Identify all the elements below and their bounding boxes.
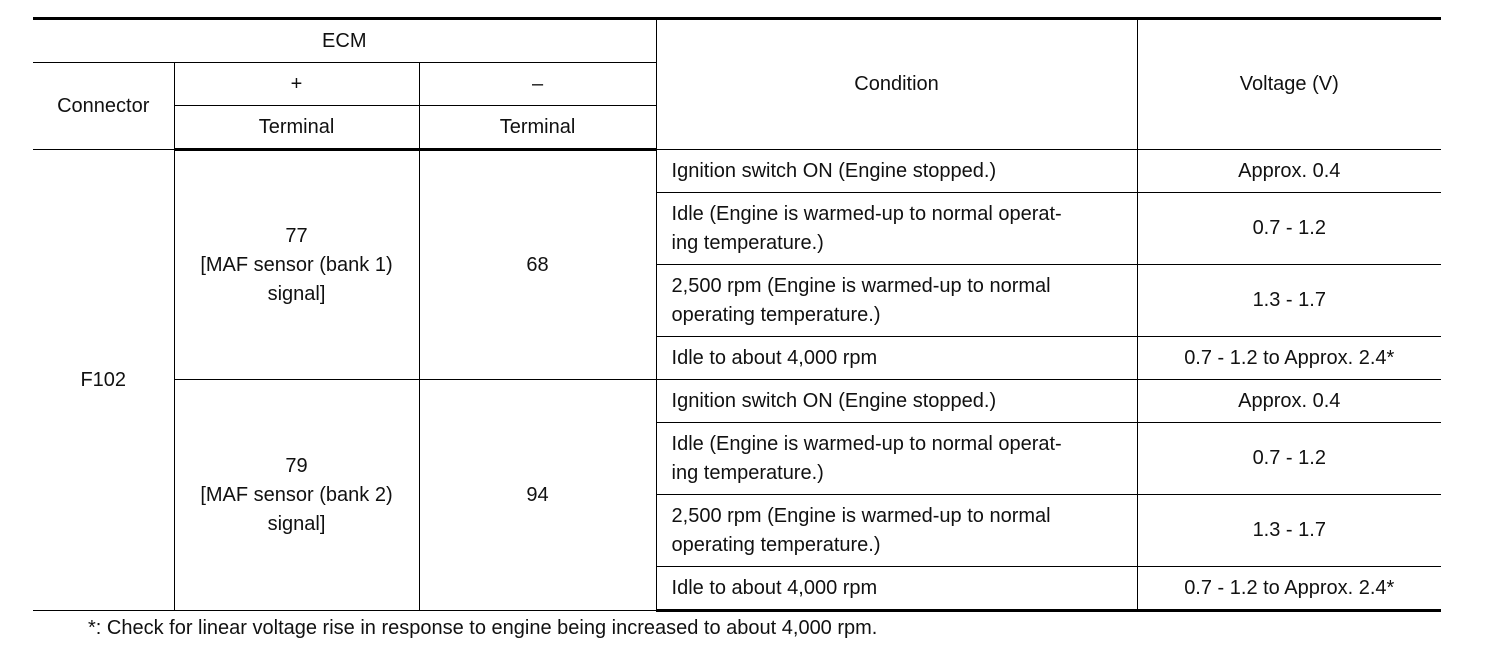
condition-cell xyxy=(656,495,1137,567)
plus-terminal-desc-line2: signal] xyxy=(267,512,326,535)
minus-terminal-header: Terminal xyxy=(419,106,656,150)
voltage-cell: 0.7 - 1.2 to Approx. 2.4* xyxy=(1137,337,1441,380)
condition-cell xyxy=(656,567,1137,611)
plus-terminal-desc-line2: signal] xyxy=(267,282,326,305)
minus-terminal-cell: 94 xyxy=(419,380,656,611)
plus-header: + xyxy=(174,63,419,106)
connector-cell: F102 xyxy=(33,150,174,611)
plus-terminal-number: 79 xyxy=(285,454,308,477)
condition-cell xyxy=(656,193,1137,265)
voltage-cell: 1.3 - 1.7 xyxy=(1137,495,1441,567)
condition-cell xyxy=(656,380,1137,423)
table-row xyxy=(33,150,1441,193)
plus-terminal-cell xyxy=(174,150,419,380)
voltage-header: Voltage (V) xyxy=(1137,19,1441,150)
voltage-cell: 0.7 - 1.2 to Approx. 2.4* xyxy=(1137,567,1441,611)
condition-text: Ignition switch ON (Engine stopped.) xyxy=(671,159,997,182)
connector-header: Connector xyxy=(33,63,174,150)
voltage-cell: Approx. 0.4 xyxy=(1137,380,1441,423)
condition-text: Ignition switch ON (Engine stopped.) xyxy=(671,389,997,412)
minus-terminal-cell: 68 xyxy=(419,150,656,380)
plus-terminal-header: Terminal xyxy=(174,106,419,150)
condition-text-continued: operating temperature.) xyxy=(671,533,881,556)
condition-cell xyxy=(656,423,1137,495)
plus-terminal-desc-line1: [MAF sensor (bank 1) xyxy=(200,253,393,276)
condition-text: Idle to about 4,000 rpm xyxy=(671,576,878,599)
voltage-cell: 1.3 - 1.7 xyxy=(1137,265,1441,337)
condition-cell xyxy=(656,265,1137,337)
condition-text: Idle to about 4,000 rpm xyxy=(671,346,878,369)
voltage-cell: 0.7 - 1.2 xyxy=(1137,423,1441,495)
condition-header: Condition xyxy=(656,19,1137,150)
condition-text-continued: ing temperature.) xyxy=(671,461,824,484)
ecm-header: ECM xyxy=(33,19,656,63)
voltage-cell: Approx. 0.4 xyxy=(1137,150,1441,193)
condition-text: 2,500 rpm (Engine is warmed-up to normal xyxy=(671,274,1051,297)
condition-cell xyxy=(656,150,1137,193)
table-row xyxy=(33,380,1441,423)
condition-cell xyxy=(656,337,1137,380)
plus-terminal-number: 77 xyxy=(285,224,308,247)
condition-text-continued: ing temperature.) xyxy=(671,231,824,254)
ecm-terminal-table xyxy=(33,17,1441,612)
footnote: *: Check for linear voltage rise in response to engine being increased to about 4,000 rpm. xyxy=(88,617,878,639)
condition-text: Idle (Engine is warmed-up to normal operat- xyxy=(671,432,1062,455)
condition-text: Idle (Engine is warmed-up to normal operat- xyxy=(671,202,1062,225)
plus-terminal-cell xyxy=(174,380,419,611)
ecm-terminal-table-container xyxy=(33,17,1441,612)
condition-text-continued: operating temperature.) xyxy=(671,303,881,326)
condition-text: 2,500 rpm (Engine is warmed-up to normal xyxy=(671,504,1051,527)
plus-terminal-desc-line1: [MAF sensor (bank 2) xyxy=(200,483,393,506)
voltage-cell: 0.7 - 1.2 xyxy=(1137,193,1441,265)
minus-header: – xyxy=(419,63,656,106)
